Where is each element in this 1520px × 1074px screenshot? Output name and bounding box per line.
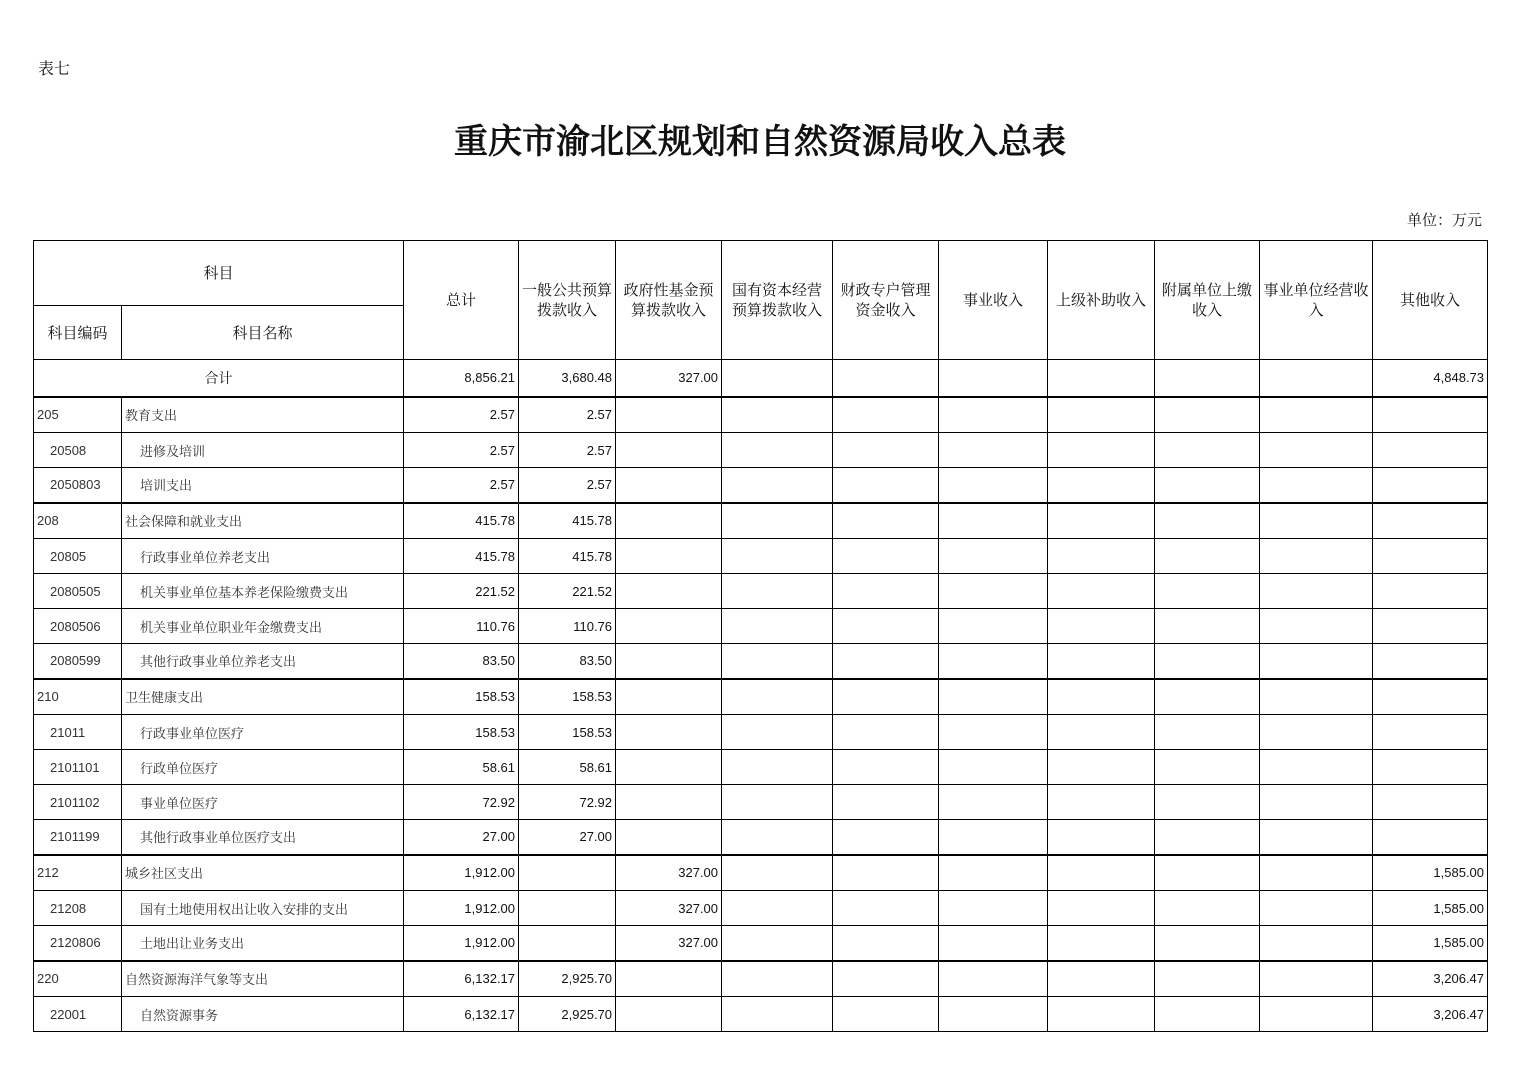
amount-cell: 327.00	[616, 891, 722, 926]
amount-cell	[1373, 785, 1488, 820]
table-number: 表七	[38, 59, 71, 78]
amount-cell	[1155, 644, 1260, 679]
amount-cell	[939, 961, 1048, 997]
amount-cell	[1155, 961, 1260, 997]
amount-cell	[833, 503, 939, 539]
amount-cell	[1048, 785, 1155, 820]
total-value	[939, 360, 1048, 397]
amount-cell	[833, 609, 939, 644]
amount-cell	[939, 503, 1048, 539]
amount-cell	[1373, 644, 1488, 679]
amount-cell	[722, 820, 833, 855]
amount-cell: 2.57	[519, 468, 616, 503]
income-summary-table	[33, 240, 1488, 1032]
amount-cell: 2,925.70	[519, 997, 616, 1032]
table-row	[34, 820, 1488, 855]
amount-cell: 1,912.00	[404, 891, 519, 926]
amount-cell: 58.61	[404, 750, 519, 785]
amount-cell	[1155, 715, 1260, 750]
amount-cell	[519, 855, 616, 891]
amount-cell: 221.52	[404, 574, 519, 609]
amount-cell	[1048, 750, 1155, 785]
amount-cell	[1048, 574, 1155, 609]
amount-cell: 27.00	[519, 820, 616, 855]
amount-cell	[833, 785, 939, 820]
amount-cell: 2.57	[519, 433, 616, 468]
subject-name: 土地出让业务支出	[122, 926, 404, 961]
amount-cell	[1260, 433, 1373, 468]
amount-cell	[1260, 468, 1373, 503]
amount-cell	[1155, 609, 1260, 644]
amount-cell	[616, 679, 722, 715]
amount-cell: 83.50	[519, 644, 616, 679]
amount-cell	[1048, 679, 1155, 715]
amount-cell	[1155, 468, 1260, 503]
amount-cell	[1260, 609, 1373, 644]
header-col-2: 政府性基金预算拨款收入	[616, 241, 722, 360]
amount-cell	[722, 433, 833, 468]
amount-cell	[1373, 609, 1488, 644]
table-row	[34, 609, 1488, 644]
amount-cell	[616, 574, 722, 609]
subject-name: 行政事业单位医疗	[122, 715, 404, 750]
amount-cell	[1155, 397, 1260, 433]
amount-cell	[939, 609, 1048, 644]
header-col-7: 附属单位上缴收入	[1155, 241, 1260, 360]
amount-cell	[1260, 397, 1373, 433]
amount-cell: 1,912.00	[404, 855, 519, 891]
amount-cell	[1373, 397, 1488, 433]
amount-cell	[833, 397, 939, 433]
amount-cell	[1048, 891, 1155, 926]
amount-cell	[939, 397, 1048, 433]
header-col-1: 一般公共预算拨款收入	[519, 241, 616, 360]
header-col-4: 财政专户管理资金收入	[833, 241, 939, 360]
amount-cell	[833, 644, 939, 679]
amount-cell	[939, 433, 1048, 468]
amount-cell	[939, 926, 1048, 961]
amount-cell: 6,132.17	[404, 997, 519, 1032]
subject-code: 2080506	[34, 609, 122, 644]
amount-cell	[833, 750, 939, 785]
amount-cell	[616, 644, 722, 679]
amount-cell	[616, 961, 722, 997]
total-value: 3,680.48	[519, 360, 616, 397]
subject-code: 22001	[34, 997, 122, 1032]
amount-cell: 2.57	[519, 397, 616, 433]
amount-cell: 415.78	[404, 503, 519, 539]
amount-cell	[519, 926, 616, 961]
subject-code: 2101101	[34, 750, 122, 785]
amount-cell	[1260, 644, 1373, 679]
amount-cell	[722, 397, 833, 433]
subject-code: 2080599	[34, 644, 122, 679]
amount-cell: 327.00	[616, 926, 722, 961]
amount-cell	[939, 715, 1048, 750]
amount-cell	[616, 785, 722, 820]
amount-cell	[1048, 468, 1155, 503]
amount-cell	[1048, 609, 1155, 644]
table-row	[34, 539, 1488, 574]
amount-cell	[1048, 503, 1155, 539]
amount-cell	[833, 961, 939, 997]
amount-cell	[722, 609, 833, 644]
amount-cell: 72.92	[404, 785, 519, 820]
subject-code: 2080505	[34, 574, 122, 609]
amount-cell	[833, 926, 939, 961]
amount-cell	[722, 715, 833, 750]
amount-cell	[722, 855, 833, 891]
amount-cell: 327.00	[616, 855, 722, 891]
amount-cell	[939, 539, 1048, 574]
total-row	[34, 360, 1488, 397]
header-subject: 科目	[34, 241, 404, 306]
amount-cell	[616, 468, 722, 503]
amount-cell	[833, 715, 939, 750]
amount-cell: 3,206.47	[1373, 961, 1488, 997]
amount-cell	[722, 679, 833, 715]
amount-cell: 1,912.00	[404, 926, 519, 961]
subject-code: 21208	[34, 891, 122, 926]
total-value	[722, 360, 833, 397]
amount-cell	[722, 961, 833, 997]
subject-name: 行政单位医疗	[122, 750, 404, 785]
amount-cell	[1155, 785, 1260, 820]
subject-name: 自然资源海洋气象等支出	[122, 961, 404, 997]
table-row	[34, 855, 1488, 891]
table-row	[34, 503, 1488, 539]
amount-cell: 415.78	[404, 539, 519, 574]
subject-code: 210	[34, 679, 122, 715]
amount-cell	[1155, 433, 1260, 468]
amount-cell	[1155, 574, 1260, 609]
table-row	[34, 644, 1488, 679]
amount-cell	[722, 644, 833, 679]
subject-code: 21011	[34, 715, 122, 750]
amount-cell	[833, 574, 939, 609]
amount-cell: 72.92	[519, 785, 616, 820]
amount-cell	[1260, 679, 1373, 715]
table-row	[34, 715, 1488, 750]
header-name: 科目名称	[122, 306, 404, 360]
amount-cell: 1,585.00	[1373, 926, 1488, 961]
amount-cell	[616, 433, 722, 468]
amount-cell	[1155, 820, 1260, 855]
amount-cell	[1048, 961, 1155, 997]
amount-cell: 158.53	[404, 679, 519, 715]
amount-cell	[939, 891, 1048, 926]
amount-cell	[1373, 679, 1488, 715]
subject-code: 220	[34, 961, 122, 997]
header-col-5: 事业收入	[939, 241, 1048, 360]
amount-cell	[1260, 539, 1373, 574]
amount-cell: 83.50	[404, 644, 519, 679]
amount-cell	[939, 997, 1048, 1032]
unit-label: 单位：万元	[1406, 211, 1482, 229]
total-value	[833, 360, 939, 397]
amount-cell	[1155, 855, 1260, 891]
amount-cell	[1048, 926, 1155, 961]
amount-cell	[519, 891, 616, 926]
total-value	[1155, 360, 1260, 397]
subject-code: 212	[34, 855, 122, 891]
table-row	[34, 468, 1488, 503]
amount-cell: 3,206.47	[1373, 997, 1488, 1032]
amount-cell: 415.78	[519, 539, 616, 574]
amount-cell	[1048, 855, 1155, 891]
amount-cell	[722, 539, 833, 574]
subject-name: 教育支出	[122, 397, 404, 433]
header-col-9: 其他收入	[1373, 241, 1488, 360]
amount-cell: 2,925.70	[519, 961, 616, 997]
amount-cell	[1373, 433, 1488, 468]
amount-cell	[1048, 397, 1155, 433]
amount-cell	[939, 679, 1048, 715]
subject-code: 208	[34, 503, 122, 539]
amount-cell	[722, 574, 833, 609]
amount-cell	[616, 820, 722, 855]
table-row	[34, 961, 1488, 997]
amount-cell	[833, 433, 939, 468]
amount-cell	[833, 891, 939, 926]
amount-cell	[1260, 503, 1373, 539]
total-value	[1048, 360, 1155, 397]
amount-cell	[616, 503, 722, 539]
subject-name: 其他行政事业单位养老支出	[122, 644, 404, 679]
amount-cell	[939, 574, 1048, 609]
amount-cell	[722, 750, 833, 785]
amount-cell	[722, 503, 833, 539]
amount-cell	[1155, 539, 1260, 574]
amount-cell: 1,585.00	[1373, 891, 1488, 926]
amount-cell	[939, 820, 1048, 855]
amount-cell	[1048, 715, 1155, 750]
amount-cell	[722, 926, 833, 961]
amount-cell: 158.53	[519, 679, 616, 715]
amount-cell	[616, 997, 722, 1032]
total-value	[1260, 360, 1373, 397]
amount-cell	[939, 855, 1048, 891]
subject-name: 培训支出	[122, 468, 404, 503]
amount-cell	[1260, 574, 1373, 609]
amount-cell	[939, 785, 1048, 820]
subject-code: 20508	[34, 433, 122, 468]
amount-cell	[1155, 679, 1260, 715]
amount-cell	[1048, 433, 1155, 468]
total-value: 327.00	[616, 360, 722, 397]
table-row	[34, 433, 1488, 468]
amount-cell: 2.57	[404, 433, 519, 468]
amount-cell: 6,132.17	[404, 961, 519, 997]
amount-cell	[833, 679, 939, 715]
subject-code: 2101199	[34, 820, 122, 855]
amount-cell	[1260, 785, 1373, 820]
amount-cell: 2.57	[404, 468, 519, 503]
amount-cell	[1260, 997, 1373, 1032]
amount-cell	[833, 468, 939, 503]
amount-cell: 110.76	[404, 609, 519, 644]
amount-cell	[616, 539, 722, 574]
header-col-8: 事业单位经营收入	[1260, 241, 1373, 360]
amount-cell	[1260, 715, 1373, 750]
total-value: 4,848.73	[1373, 360, 1488, 397]
table-row	[34, 926, 1488, 961]
amount-cell	[616, 609, 722, 644]
table-row	[34, 997, 1488, 1032]
page-title: 重庆市渝北区规划和自然资源局收入总表	[454, 122, 1066, 162]
subject-code: 205	[34, 397, 122, 433]
subject-name: 事业单位医疗	[122, 785, 404, 820]
amount-cell: 158.53	[404, 715, 519, 750]
amount-cell	[1373, 539, 1488, 574]
amount-cell: 221.52	[519, 574, 616, 609]
subject-code: 20805	[34, 539, 122, 574]
table-row	[34, 574, 1488, 609]
amount-cell	[1260, 820, 1373, 855]
subject-code: 2101102	[34, 785, 122, 820]
table-row	[34, 750, 1488, 785]
amount-cell	[616, 750, 722, 785]
table-row	[34, 891, 1488, 926]
total-value: 8,856.21	[404, 360, 519, 397]
header-col-0: 总计	[404, 241, 519, 360]
amount-cell	[833, 539, 939, 574]
amount-cell	[1373, 468, 1488, 503]
amount-cell	[1155, 503, 1260, 539]
amount-cell: 158.53	[519, 715, 616, 750]
amount-cell: 110.76	[519, 609, 616, 644]
amount-cell	[722, 785, 833, 820]
amount-cell	[722, 891, 833, 926]
amount-cell: 2.57	[404, 397, 519, 433]
amount-cell	[1048, 539, 1155, 574]
amount-cell	[1373, 750, 1488, 785]
subject-name: 社会保障和就业支出	[122, 503, 404, 539]
subject-code: 2050803	[34, 468, 122, 503]
total-label: 合计	[34, 360, 404, 397]
amount-cell	[1260, 855, 1373, 891]
subject-code: 2120806	[34, 926, 122, 961]
amount-cell	[616, 715, 722, 750]
amount-cell	[1373, 574, 1488, 609]
amount-cell	[1373, 820, 1488, 855]
subject-name: 机关事业单位职业年金缴费支出	[122, 609, 404, 644]
amount-cell	[1048, 820, 1155, 855]
subject-name: 进修及培训	[122, 433, 404, 468]
header-code: 科目编码	[34, 306, 122, 360]
amount-cell	[1048, 997, 1155, 1032]
amount-cell	[939, 750, 1048, 785]
amount-cell	[1155, 926, 1260, 961]
amount-cell	[722, 468, 833, 503]
amount-cell	[1155, 750, 1260, 785]
table-row	[34, 785, 1488, 820]
amount-cell	[722, 997, 833, 1032]
subject-name: 国有土地使用权出让收入安排的支出	[122, 891, 404, 926]
amount-cell	[1260, 961, 1373, 997]
amount-cell	[616, 397, 722, 433]
amount-cell	[939, 468, 1048, 503]
amount-cell	[1260, 926, 1373, 961]
header-col-3: 国有资本经营预算拨款收入	[722, 241, 833, 360]
amount-cell	[1155, 891, 1260, 926]
subject-name: 行政事业单位养老支出	[122, 539, 404, 574]
amount-cell	[939, 644, 1048, 679]
table-row	[34, 397, 1488, 433]
subject-name: 机关事业单位基本养老保险缴费支出	[122, 574, 404, 609]
subject-name: 城乡社区支出	[122, 855, 404, 891]
amount-cell	[833, 855, 939, 891]
amount-cell	[1155, 997, 1260, 1032]
amount-cell: 415.78	[519, 503, 616, 539]
subject-name: 其他行政事业单位医疗支出	[122, 820, 404, 855]
amount-cell	[1260, 750, 1373, 785]
amount-cell: 58.61	[519, 750, 616, 785]
amount-cell	[833, 997, 939, 1032]
amount-cell	[1373, 503, 1488, 539]
subject-name: 自然资源事务	[122, 997, 404, 1032]
amount-cell: 1,585.00	[1373, 855, 1488, 891]
amount-cell: 27.00	[404, 820, 519, 855]
amount-cell	[1260, 891, 1373, 926]
amount-cell	[1048, 644, 1155, 679]
amount-cell	[1373, 715, 1488, 750]
subject-name: 卫生健康支出	[122, 679, 404, 715]
amount-cell	[833, 820, 939, 855]
table-row	[34, 679, 1488, 715]
header-col-6: 上级补助收入	[1048, 241, 1155, 360]
